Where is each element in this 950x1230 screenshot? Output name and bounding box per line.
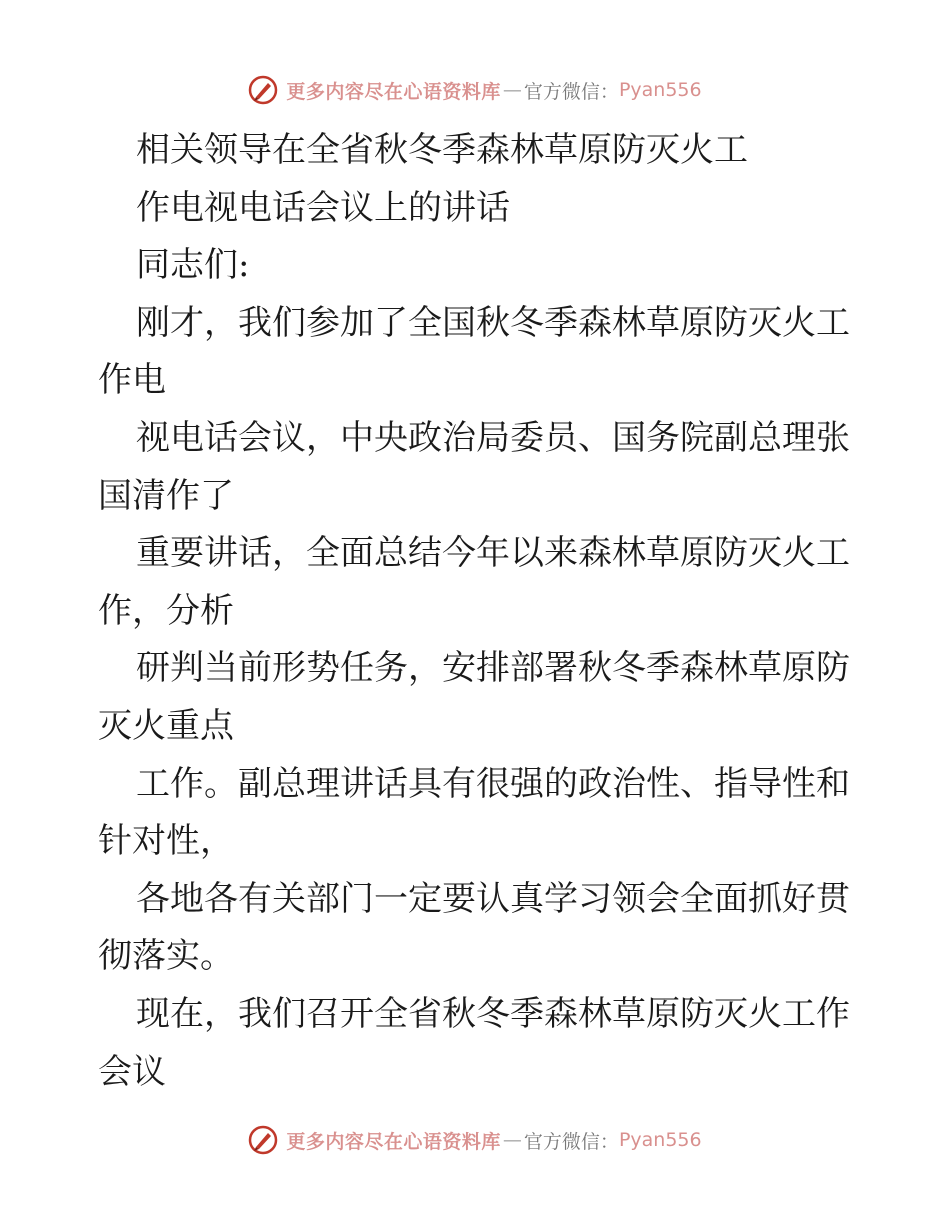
paragraph-line: 重要讲话，全面总结今年以来森林草原防灭火工 — [136, 533, 850, 574]
title-line-1: 相关领导在全省秋冬季森林草原防灭火工 — [136, 130, 748, 170]
paragraph-line: 针对性， — [98, 821, 234, 862]
title-line-2: 作电视电话会议上的讲话 — [136, 187, 510, 228]
paragraph-line: 彻落实。 — [98, 936, 234, 977]
watermark-text: 更多内容尽在心语资料库 — [286, 80, 501, 103]
watermark-dash: — — [502, 1129, 522, 1151]
watermark-wechat-id: Pyan556 — [618, 1129, 702, 1151]
paragraph-line: 作电 — [98, 360, 166, 401]
paragraph-line: 各地各有关部门一定要认真学习领会全面抓好贯 — [136, 878, 850, 919]
paragraph-line: 视电话会议，中央政治局委员、国务院副总理张 — [136, 417, 850, 458]
header-watermark — [0, 70, 950, 110]
pen-logo-icon — [248, 75, 278, 105]
document-body — [98, 122, 858, 1101]
watermark-wechat-id: Pyan556 — [618, 79, 702, 101]
paragraph-line: 会议 — [98, 1051, 166, 1092]
paragraph-line: 国清作了 — [98, 475, 234, 516]
watermark-dash: — — [502, 79, 522, 101]
pen-logo-icon — [248, 1125, 278, 1155]
paragraph-line: 灭火重点 — [98, 705, 234, 746]
paragraph-line: 作，分析 — [98, 590, 234, 631]
paragraph-line: 现在，我们召开全省秋冬季森林草原防灭火工作 — [136, 993, 850, 1034]
paragraph-line: 工作。副总理讲话具有很强的政治性、指导性和 — [136, 763, 850, 804]
watermark-wechat-label: 官方微信： — [523, 80, 619, 103]
paragraph-line: 刚才，我们参加了全国秋冬季森林草原防灭火工 — [136, 302, 850, 343]
salutation: 同志们: — [136, 245, 250, 286]
watermark-text: 更多内容尽在心语资料库 — [286, 1130, 501, 1153]
watermark-wechat-label: 官方微信： — [523, 1130, 619, 1153]
footer-watermark — [0, 1120, 950, 1160]
paragraph-line: 研判当前形势任务，安排部署秋冬季森林草原防 — [136, 648, 850, 689]
